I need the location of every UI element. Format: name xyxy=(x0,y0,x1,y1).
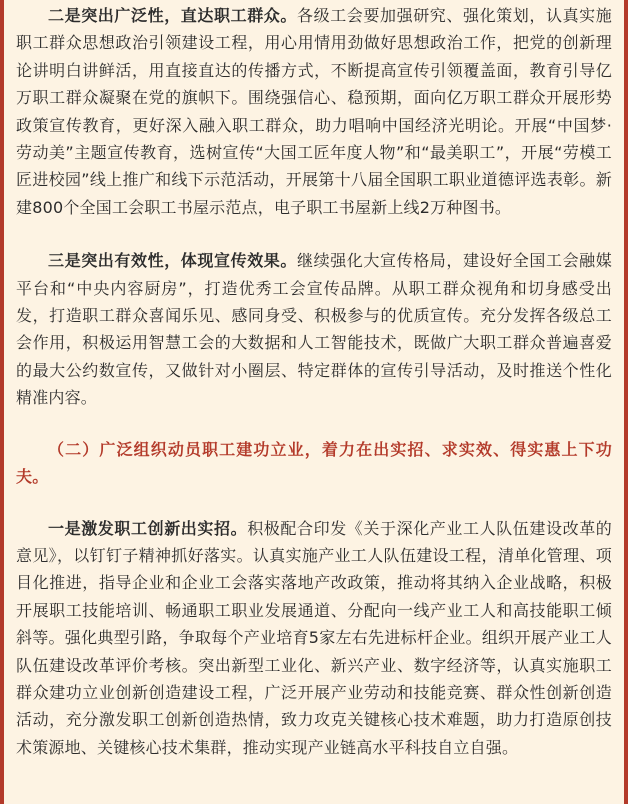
paragraph-body: 继续强化大宣传格局，建设好全国工会融媒平台和“中央内容厨房”，打造优秀工会宣传品牌。从职工群众视角和切身感受出发，打造职工群众喜闻乐见、感同身受、积极参与的优质宣传。充分发挥各级总工会作用，积极运用智慧工会的大数据和人工智能技术，既做广大职工群众普遍喜爱的最大公约数宣传，又做针对小圈层、特定群体的宣传引导活动，及时推送个性化精准内容。 xyxy=(16,251,612,408)
paragraph-spacer xyxy=(16,412,612,436)
paragraph-body: 各级工会要加强研究、强化策划，认真实施职工群众思想政治引领建设工程，用心用情用劲做好思想政治工作，把党的创新理论讲明白讲鲜活，用直接直达的传播方式，不断提高宣传引领覆盖面，教育引导亿万职工群众凝聚在党的旗帜下。围绕强信心、稳预期，面向亿万职工群众开展形势政策宣传教育，更好深入融入职工群众，助力唱响中国经济光明论。开展“中国梦·劳动美”主题宣传教育，选树宣传“大国工匠年度人物”和“最美职工”，开展“劳模工匠进校园”线上推广和线下示范活动，开展第十八届全国职工职业道德评选表彰。新建800个全国工会职工书屋示范点，电子职工书屋新上线2万种图书。 xyxy=(16,6,612,217)
paragraph-effectiveness xyxy=(16,247,612,411)
paragraph-lead: 二是突出广泛性，直达职工群众。 xyxy=(48,6,297,25)
paragraph-spacer xyxy=(16,221,612,247)
paragraph-spacer xyxy=(16,491,612,515)
paragraph-innovation xyxy=(16,515,612,762)
paragraph-lead: 一是激发职工创新出实招。 xyxy=(48,518,248,538)
paragraph-broadness xyxy=(16,2,612,221)
paragraph-body: 积极配合印发《关于深化产业工人队伍建设改革的意见》，以钉钉子精神抓好落实。认真实施产业工人队伍建设工程，清单化管理、项目化推进，指导企业和企业工会落实落地产改政策，推动将其纳入企业战略，积极开展职工技能培训、畅通职工职业发展通道、分配向一线产业工人和高技能职工倾斜等。强化典型引路，争取每个产业培育5家左右先进标杆企业。组织开展产业工人队伍建设改革评价考核。突出新型工业化、新兴产业、数字经济等，认真实施职工群众建功立业创新创造建设工程，广泛开展产业劳动和技能竞赛、群众性创新创造活动，充分激发职工创新创造热情，致力攻克关键核心技术难题，助力打造原创技术策源地、关键核心技术集群，推动实现产业链高水平科技自立自强。 xyxy=(16,518,612,757)
paragraph-lead: 三是突出有效性，体现宣传效果。 xyxy=(48,251,297,271)
section-heading: （二）广泛组织动员职工建功立业，着力在出实招、求实效、得实惠上下功夫。 xyxy=(16,439,612,487)
